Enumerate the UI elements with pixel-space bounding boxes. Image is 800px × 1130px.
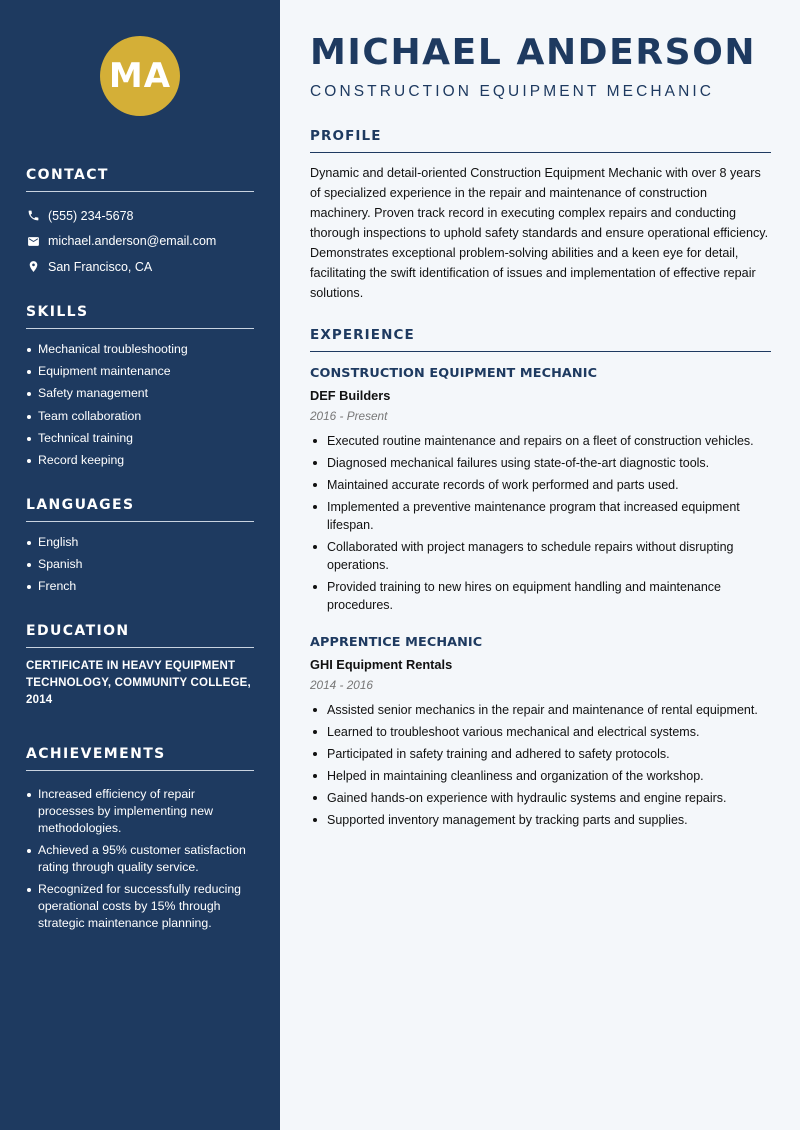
skills-section — [26, 304, 254, 474]
contact-phone[interactable] — [26, 203, 254, 229]
languages-heading: LANGUAGES — [26, 497, 254, 522]
candidate-title: CONSTRUCTION EQUIPMENT MECHANIC — [310, 83, 715, 100]
skill-item: Technical training — [26, 430, 254, 447]
job-bullet: Learned to troubleshoot various mechanical and electrical systems. — [310, 723, 771, 741]
email-icon — [26, 234, 40, 248]
language-item: English — [26, 534, 254, 551]
contact-heading: CONTACT — [26, 167, 254, 192]
job-bullet: Diagnosed mechanical failures using state-of-the-art diagnostic tools. — [310, 454, 771, 472]
job-bullet: Assisted senior mechanics in the repair and maintenance of rental equipment. — [310, 701, 771, 719]
skill-item: Mechanical troubleshooting — [26, 341, 254, 358]
job-title: CONSTRUCTION EQUIPMENT MECHANIC — [310, 366, 598, 381]
language-item: Spanish — [26, 556, 254, 573]
avatar: MA — [100, 36, 180, 116]
achievement-item: Achieved a 95% customer satisfaction rating through quality service. — [26, 842, 254, 876]
job-entry — [310, 366, 771, 618]
skills-heading: SKILLS — [26, 304, 254, 329]
experience-heading: EXPERIENCE — [310, 327, 771, 352]
job-bullet: Collaborated with project managers to schedule repairs without disrupting operations. — [310, 538, 771, 574]
job-company: GHI Equipment Rentals — [310, 657, 453, 672]
job-bullet: Maintained accurate records of work performed and parts used. — [310, 476, 771, 494]
education-heading: EDUCATION — [26, 623, 254, 648]
education-section — [26, 623, 254, 709]
sidebar — [0, 0, 280, 1130]
skill-item: Record keeping — [26, 452, 254, 469]
job-bullet: Supported inventory management by tracking parts and supplies. — [310, 811, 771, 829]
contact-section — [26, 167, 254, 280]
achievements-heading: ACHIEVEMENTS — [26, 746, 254, 771]
candidate-name: MICHAEL ANDERSON — [310, 32, 757, 73]
phone-icon — [26, 209, 40, 223]
job-bullet: Participated in safety training and adhered to safety protocols. — [310, 745, 771, 763]
job-bullet: Helped in maintaining cleanliness and organization of the workshop. — [310, 767, 771, 785]
job-bullet: Gained hands-on experience with hydraulic systems and engine repairs. — [310, 789, 771, 807]
contact-email-text: michael.anderson@email.com — [48, 234, 217, 249]
job-title: APPRENTICE MECHANIC — [310, 635, 483, 650]
job-dates: 2016 - Present — [310, 409, 388, 423]
achievement-item: Increased efficiency of repair processes by implementing new methodologies. — [26, 786, 254, 837]
skill-item: Safety management — [26, 385, 254, 402]
skill-item: Team collaboration — [26, 408, 254, 425]
job-entry — [310, 635, 771, 833]
profile-heading: PROFILE — [310, 128, 771, 153]
skill-item: Equipment maintenance — [26, 363, 254, 380]
job-bullet: Implemented a preventive maintenance program that increased equipment lifespan. — [310, 498, 771, 534]
contact-location — [26, 254, 254, 280]
profile-text: Dynamic and detail-oriented Construction Equipment Mechanic with over 8 years of specialized experience in the repair and maintenance of construction machinery. Proven track record in executing complex repairs and conducting thorough inspections to uphold safety standards and ensure operational efficiency. Demonstrates exceptional problem-solving abilities and a keen eye for detail, facilitating the swift identification of issues and implementation of effective repair solutions. — [310, 166, 769, 300]
location-pin-icon — [26, 260, 40, 274]
job-bullet: Executed routine maintenance and repairs on a fleet of construction vehicles. — [310, 432, 771, 450]
contact-location-text: San Francisco, CA — [48, 259, 153, 274]
languages-section — [26, 497, 254, 601]
job-bullet: Provided training to new hires on equipment handling and maintenance procedures. — [310, 578, 771, 614]
education-entry: CERTIFICATE IN HEAVY EQUIPMENT TECHNOLOGY, COMMUNITY COLLEGE, 2014 — [26, 660, 251, 706]
job-company: DEF Builders — [310, 388, 391, 403]
contact-phone-text: (555) 234-5678 — [48, 208, 134, 223]
job-dates: 2014 - 2016 — [310, 678, 373, 692]
language-item: French — [26, 578, 254, 595]
achievements-section — [26, 746, 254, 938]
contact-email[interactable] — [26, 229, 254, 255]
achievement-item: Recognized for successfully reducing operational costs by 15% through strategic maintenance planning. — [26, 881, 254, 932]
